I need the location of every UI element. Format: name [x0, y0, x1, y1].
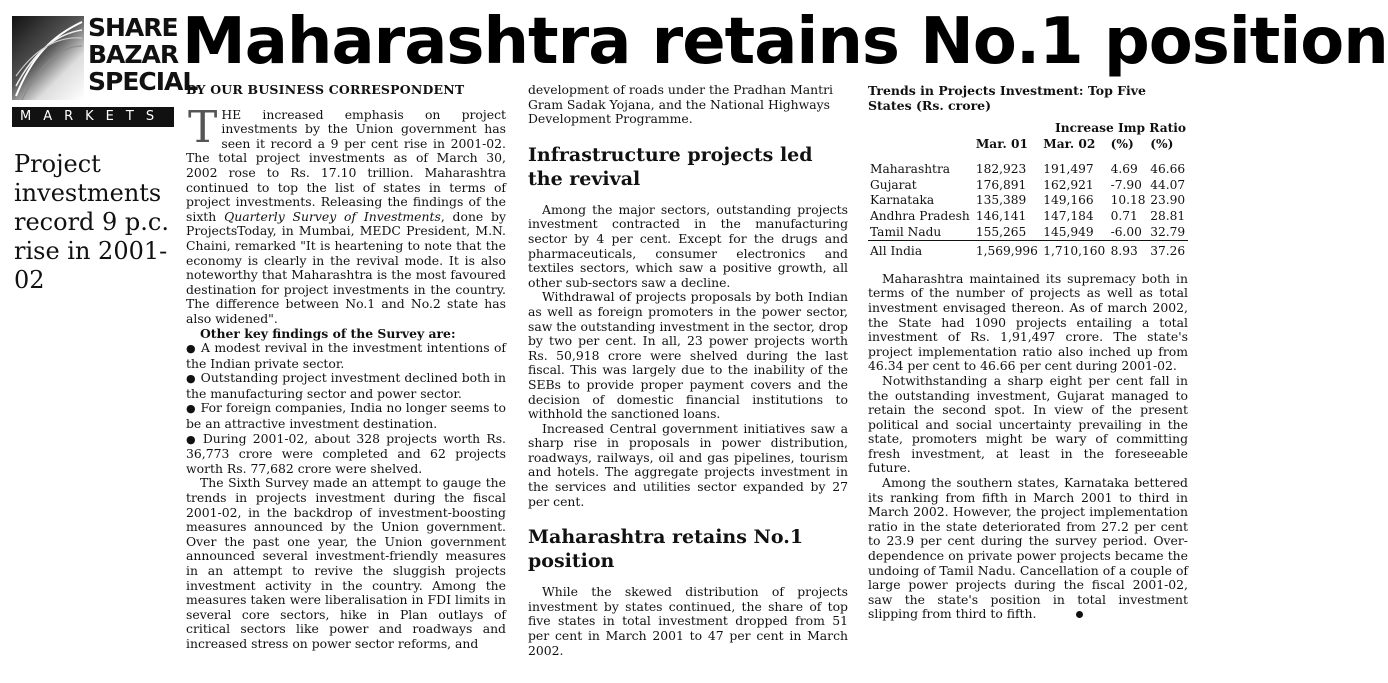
table-title: Trends in Projects Investment: Top Five States (Rs. crore)	[868, 83, 1147, 113]
table-header-row	[868, 137, 1188, 153]
article-column-1	[186, 83, 506, 652]
share-bazar-logo-graphic	[12, 16, 84, 100]
body-paragraph: Among the major sectors, outstanding projects investment contracted in the manufacturing sector by 4 per cent. Except for the drugs and pharmaceuticals, consumer electronics and textiles sectors, which saw a positive growth, all other sub-sectors saw a decline.	[528, 201, 848, 290]
drop-cap: T	[188, 101, 218, 153]
table-group-header: Increase Imp Ratio	[1055, 121, 1186, 135]
table-row	[868, 225, 1188, 241]
table-header-cell: (%)	[1110, 136, 1134, 151]
table-cell: 1,710,160	[1041, 241, 1108, 260]
share-bazar-special-logo	[88, 13, 198, 96]
logo-line: SHARE	[88, 13, 178, 42]
table-cell: 37.26	[1148, 241, 1188, 260]
table-cell: 4.69	[1110, 162, 1138, 177]
swirl-icon	[12, 16, 84, 100]
table-row	[868, 193, 1188, 209]
body-paragraph: Increased Central government initiatives saw a sharp rise in proposals in power distribution, roadways, railways, oil and gas pipelines, tourism and hotels. The aggregate projects investment in the services and utilities sector expanded by 27 per cent.	[528, 420, 848, 509]
findings-title: Other key findings of the Survey are:	[200, 325, 456, 341]
page-headline: Maharashtra retains No.1 position	[182, 5, 1388, 79]
table-cell: 176,891	[975, 177, 1027, 192]
finding-item: ● A modest revival in the investment intentions of the Indian private sector.	[186, 341, 506, 371]
table-cell: 135,389	[975, 193, 1027, 208]
finding-item: ● During 2001-02, about 328 projects worth Rs. 36,773 crore were completed and 62 projects worth Rs. 77,682 crore were shelved.	[186, 432, 506, 477]
logo-line: SPECIAL	[88, 67, 198, 96]
table-header-cell	[868, 137, 974, 153]
closing-text: Among the southern states, Karnataka bettered its ranking from fifth in March 2001 to third in March 2002. However, the project implementation ratio in the state deteriorated from 27.2 per cent to 23.9 per cent during the survey period. Over-dependence on private power projects became the undoing of Tamil Nadu. Cancellation of a couple of large power projects during the fiscal 2001-02, saw the state's position in total investment slipping from third to fifth.	[868, 475, 1188, 622]
table-cell: 149,166	[1043, 193, 1094, 208]
table-cell: 0.71	[1110, 208, 1138, 223]
table-cell: 145,949	[1043, 224, 1094, 239]
table-header-cell: (%)	[1150, 136, 1174, 151]
table-cell: Karnataka	[870, 193, 935, 208]
body-paragraph: Notwithstanding a sharp eight per cent fall in the outstanding investment, Gujarat managed to retain the second spot. In view of the present political and social uncertainty prevailing in the state, promoters might be wary of committing fresh investment, at least in the foreseeable future.	[868, 372, 1188, 476]
table-cell: -6.00	[1110, 224, 1142, 239]
table-cell: 32.79	[1150, 224, 1186, 239]
end-of-story-icon	[1076, 611, 1083, 618]
byline: BY OUR BUSINESS CORRESPONDENT	[186, 82, 465, 97]
logo-line: BAZAR	[88, 40, 179, 69]
table-row	[868, 178, 1188, 194]
body-paragraph: Withdrawal of projects proposals by both Indian as well as foreign promoters in the power sector, saw the outstanding investment in the sector, drop by two per cent. In all, 23 power projects worth Rs. 50,918 crore were shelved during the last fiscal. This was largely due to the inability of the SEBs to provide proper payment covers and the decision of domestic financial institutions to withhold the sanctioned loans.	[528, 289, 848, 422]
lead-paragraph	[186, 101, 506, 327]
section-label-markets: MARKETS	[12, 107, 174, 127]
table-cell: 182,923	[975, 162, 1027, 177]
article-column-3	[868, 83, 1188, 622]
table-cell: Andhra Pradesh	[870, 208, 970, 223]
table-cell: 146,141	[975, 208, 1027, 223]
table-cell: 1,569,996	[974, 241, 1041, 260]
lead-text-tail: , done by ProjectsToday, in Mumbai, MEDC President, M.N. Chaini, remarked "It is heartening to note that the economy is clearly in the revival mode. It is also noteworthy that Maharashtra is the most favoured destination for project investments in the country. The difference between No.1 and No.2 state has also widened".	[186, 208, 506, 326]
lead-text: HE increased emphasis on project investments by the Union government has seen it record a 9 per cent rise in 2001-02. The total project investments as of March 30, 2002 rose to Rs. 17.10 trillion. Maharashtra continued to top the list of states in terms of project investments. Releasing the findings of the sixth	[186, 106, 506, 224]
table-row	[868, 162, 1188, 178]
body-paragraph	[868, 476, 1188, 622]
table-cell: All India	[868, 241, 974, 260]
table-cell: 46.66	[1150, 162, 1186, 177]
table-cell: Tamil Nadu	[870, 224, 942, 239]
finding-item: ● Outstanding project investment declined both in the manufacturing sector and power sector.	[186, 371, 506, 401]
article-column-2	[528, 83, 848, 658]
table-cell: 28.81	[1150, 208, 1186, 223]
table-cell: 10.18	[1110, 193, 1146, 208]
finding-item: ● For foreign companies, India no longer seems to be an attractive investment destination.	[186, 401, 506, 431]
section-heading: Maharashtra retains No.1 position	[528, 526, 804, 573]
body-paragraph: The Sixth Survey made an attempt to gauge the trends in projects investment during the fiscal 2001-02, in the backdrop of investment-boosting measures announced by the Union government. Over the past one year, the Union government announced several investment-friendly measures in an attempt to revive the sluggish projects investment activity in the country. Among the measures taken were liberalisation in FDI limits in several core sectors, hike in Plan outlays of critical sectors like power and roadways and increased stress on power sector reforms, and	[186, 475, 506, 651]
table-header-cell: Mar. 02	[1043, 136, 1096, 151]
table-group-header-row	[868, 121, 1188, 137]
table-header-cell: Mar. 01	[975, 136, 1028, 151]
survey-title: Quarterly Survey of Investments	[224, 208, 441, 224]
table-cell: 147,184	[1043, 208, 1094, 223]
table-cell: 191,497	[1043, 162, 1094, 177]
body-paragraph: Maharashtra maintained its supremacy both in terms of the number of projects as well as total investment envisaged thereon. As of march 2002, the State had 1090 projects entailing a total investment of Rs. 1,91,497 crore. The state's project implementation ratio also inched up from 46.34 per cent to 46.66 per cent during 2001-02.	[868, 270, 1188, 374]
body-paragraph: While the skewed distribution of projects investment by states continued, the share of top five states in total investment dropped from 51 per cent in March 2001 to 47 per cent in March 2002.	[528, 584, 848, 658]
body-paragraph: development of roads under the Pradhan Mantri Gram Sadak Yojana, and the National Highways Development Programme.	[528, 82, 834, 127]
table-cell: 155,265	[975, 224, 1027, 239]
table-cell: 8.93	[1109, 241, 1149, 260]
table-cell: 44.07	[1150, 177, 1186, 192]
investment-trends-table	[868, 121, 1188, 260]
story-subhead: Project investments record 9 p.c. rise in 2001-02	[14, 150, 169, 294]
table-cell: -7.90	[1110, 177, 1142, 192]
table-total-row	[868, 241, 1188, 260]
table-row	[868, 209, 1188, 225]
table-cell: Maharashtra	[870, 162, 951, 177]
section-heading: Infrastructure projects led the revival	[528, 143, 813, 190]
table-cell: 162,921	[1043, 177, 1094, 192]
table-cell: Gujarat	[870, 177, 917, 192]
table-cell: 23.90	[1150, 193, 1186, 208]
